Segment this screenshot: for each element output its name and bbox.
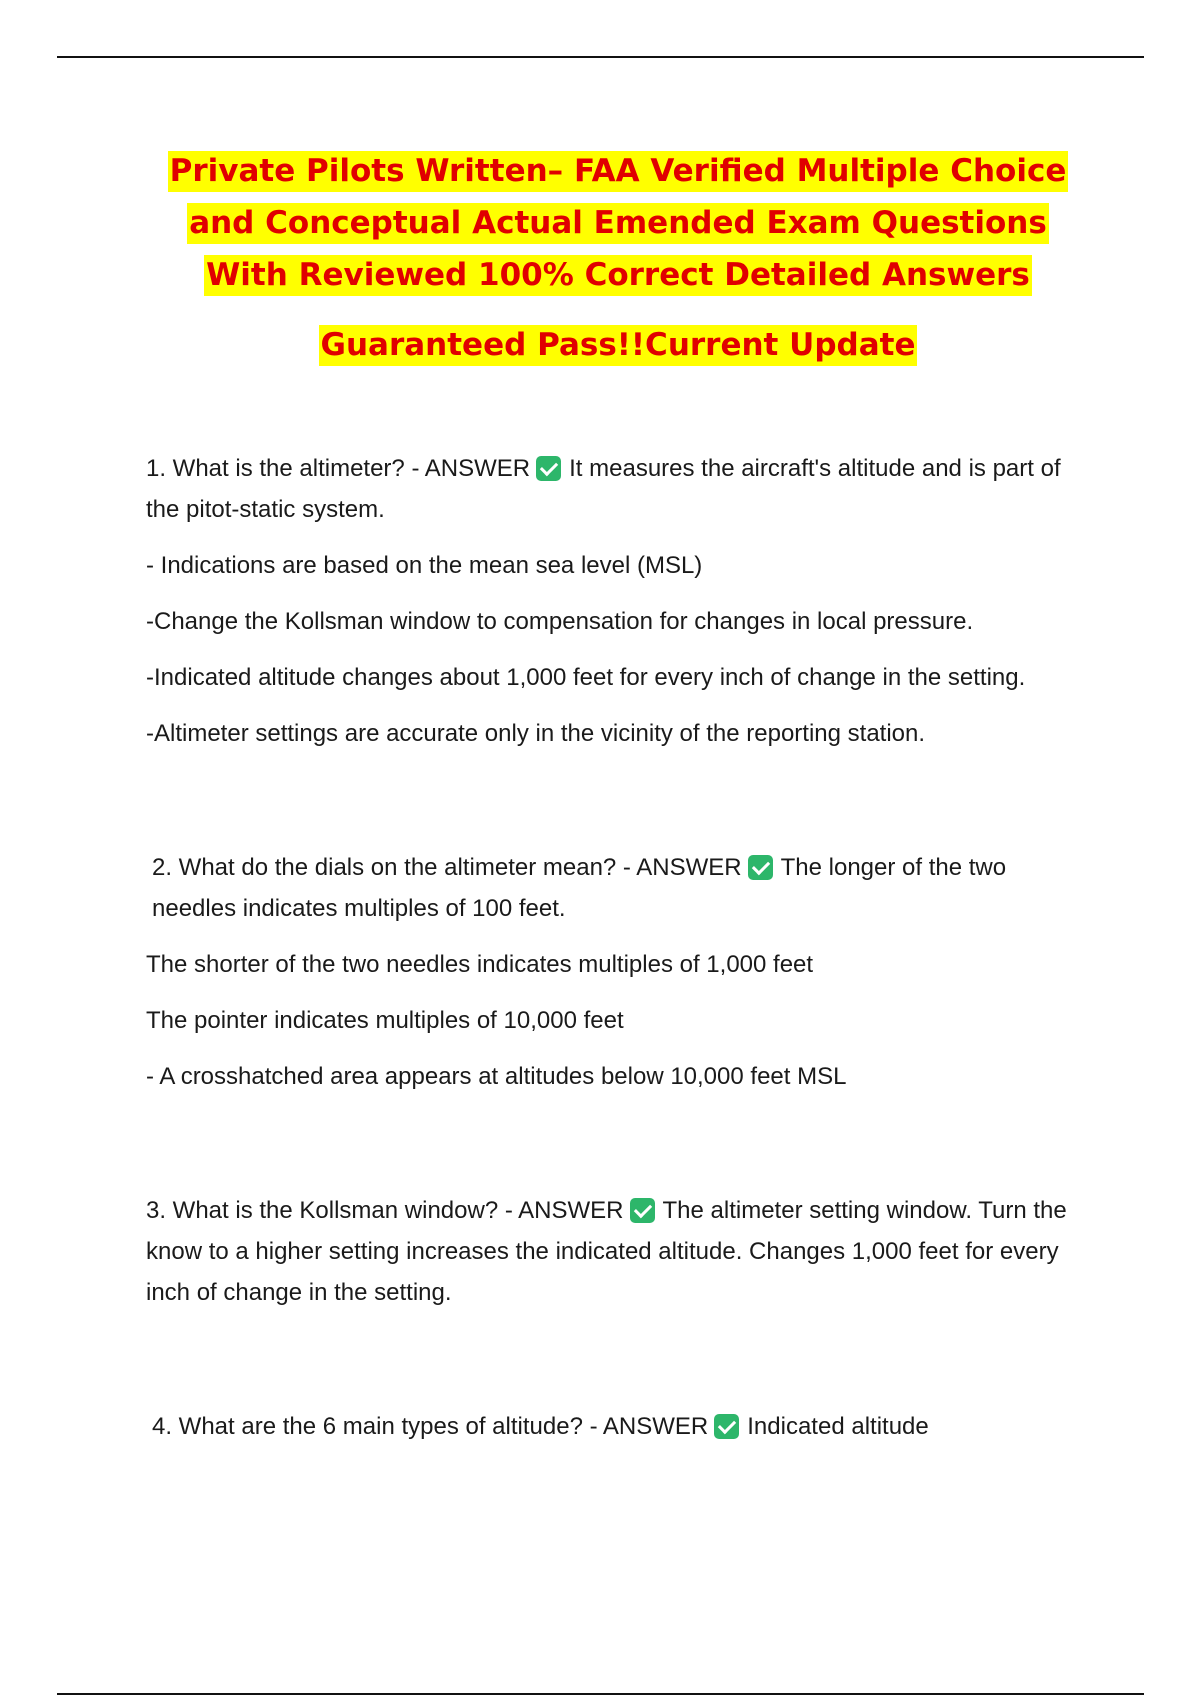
question-3-text: 3. What is the Kollsman window? - ANSWER	[146, 1197, 624, 1224]
checkmark-icon	[536, 456, 561, 481]
document-title	[0, 145, 1200, 371]
question-2-note-3: - A crosshatched area appears at altitudes below 10,000 feet MSL	[146, 1063, 847, 1090]
bottom-rule	[57, 1693, 1144, 1695]
question-2	[146, 847, 1096, 929]
question-4-text: 4. What are the 6 main types of altitude? - ANSWER	[152, 1413, 709, 1440]
question-1	[146, 448, 1096, 530]
question-1-answer: It measures the aircraft's altitude and is part of the pitot-static system.	[146, 455, 1061, 523]
title-line-3: With Reviewed 100% Correct Detailed Answers	[204, 255, 1032, 296]
title-line-2: and Conceptual Actual Emended Exam Questions	[187, 203, 1049, 244]
title-line-1: Private Pilots Written– FAA Verified Multiple Choice	[168, 151, 1069, 192]
question-2-note-1: The shorter of the two needles indicates multiples of 1,000 feet	[146, 951, 814, 978]
question-3	[146, 1190, 1096, 1313]
question-4	[146, 1406, 1096, 1447]
top-rule	[57, 56, 1144, 58]
checkmark-icon	[714, 1414, 739, 1439]
question-3-answer: The altimeter setting window. Turn the know to a higher setting increases the indicated altitude. Changes 1,000 feet for every inch of change in the setting.	[146, 1197, 1067, 1306]
question-1-note-2: -Change the Kollsman window to compensation for changes in local pressure.	[146, 608, 974, 635]
question-2-answer: The longer of the two needles indicates multiples of 100 feet.	[152, 854, 1007, 922]
question-2-text: 2. What do the dials on the altimeter mean? - ANSWER	[152, 854, 742, 881]
question-1-note-4: -Altimeter settings are accurate only in the vicinity of the reporting station.	[146, 720, 926, 747]
checkmark-icon	[748, 855, 773, 880]
question-1-note-3: -Indicated altitude changes about 1,000 feet for every inch of change in the setting.	[146, 664, 1026, 691]
qa-content	[146, 448, 1096, 1462]
question-2-note-2: The pointer indicates multiples of 10,000 feet	[146, 1007, 624, 1034]
question-1-note-1: - Indications are based on the mean sea level (MSL)	[146, 552, 703, 579]
question-4-answer: Indicated altitude	[747, 1413, 929, 1440]
title-line-4: Guaranteed Pass!!Current Update	[319, 325, 918, 366]
checkmark-icon	[630, 1198, 655, 1223]
question-1-text: 1. What is the altimeter? - ANSWER	[146, 455, 531, 482]
